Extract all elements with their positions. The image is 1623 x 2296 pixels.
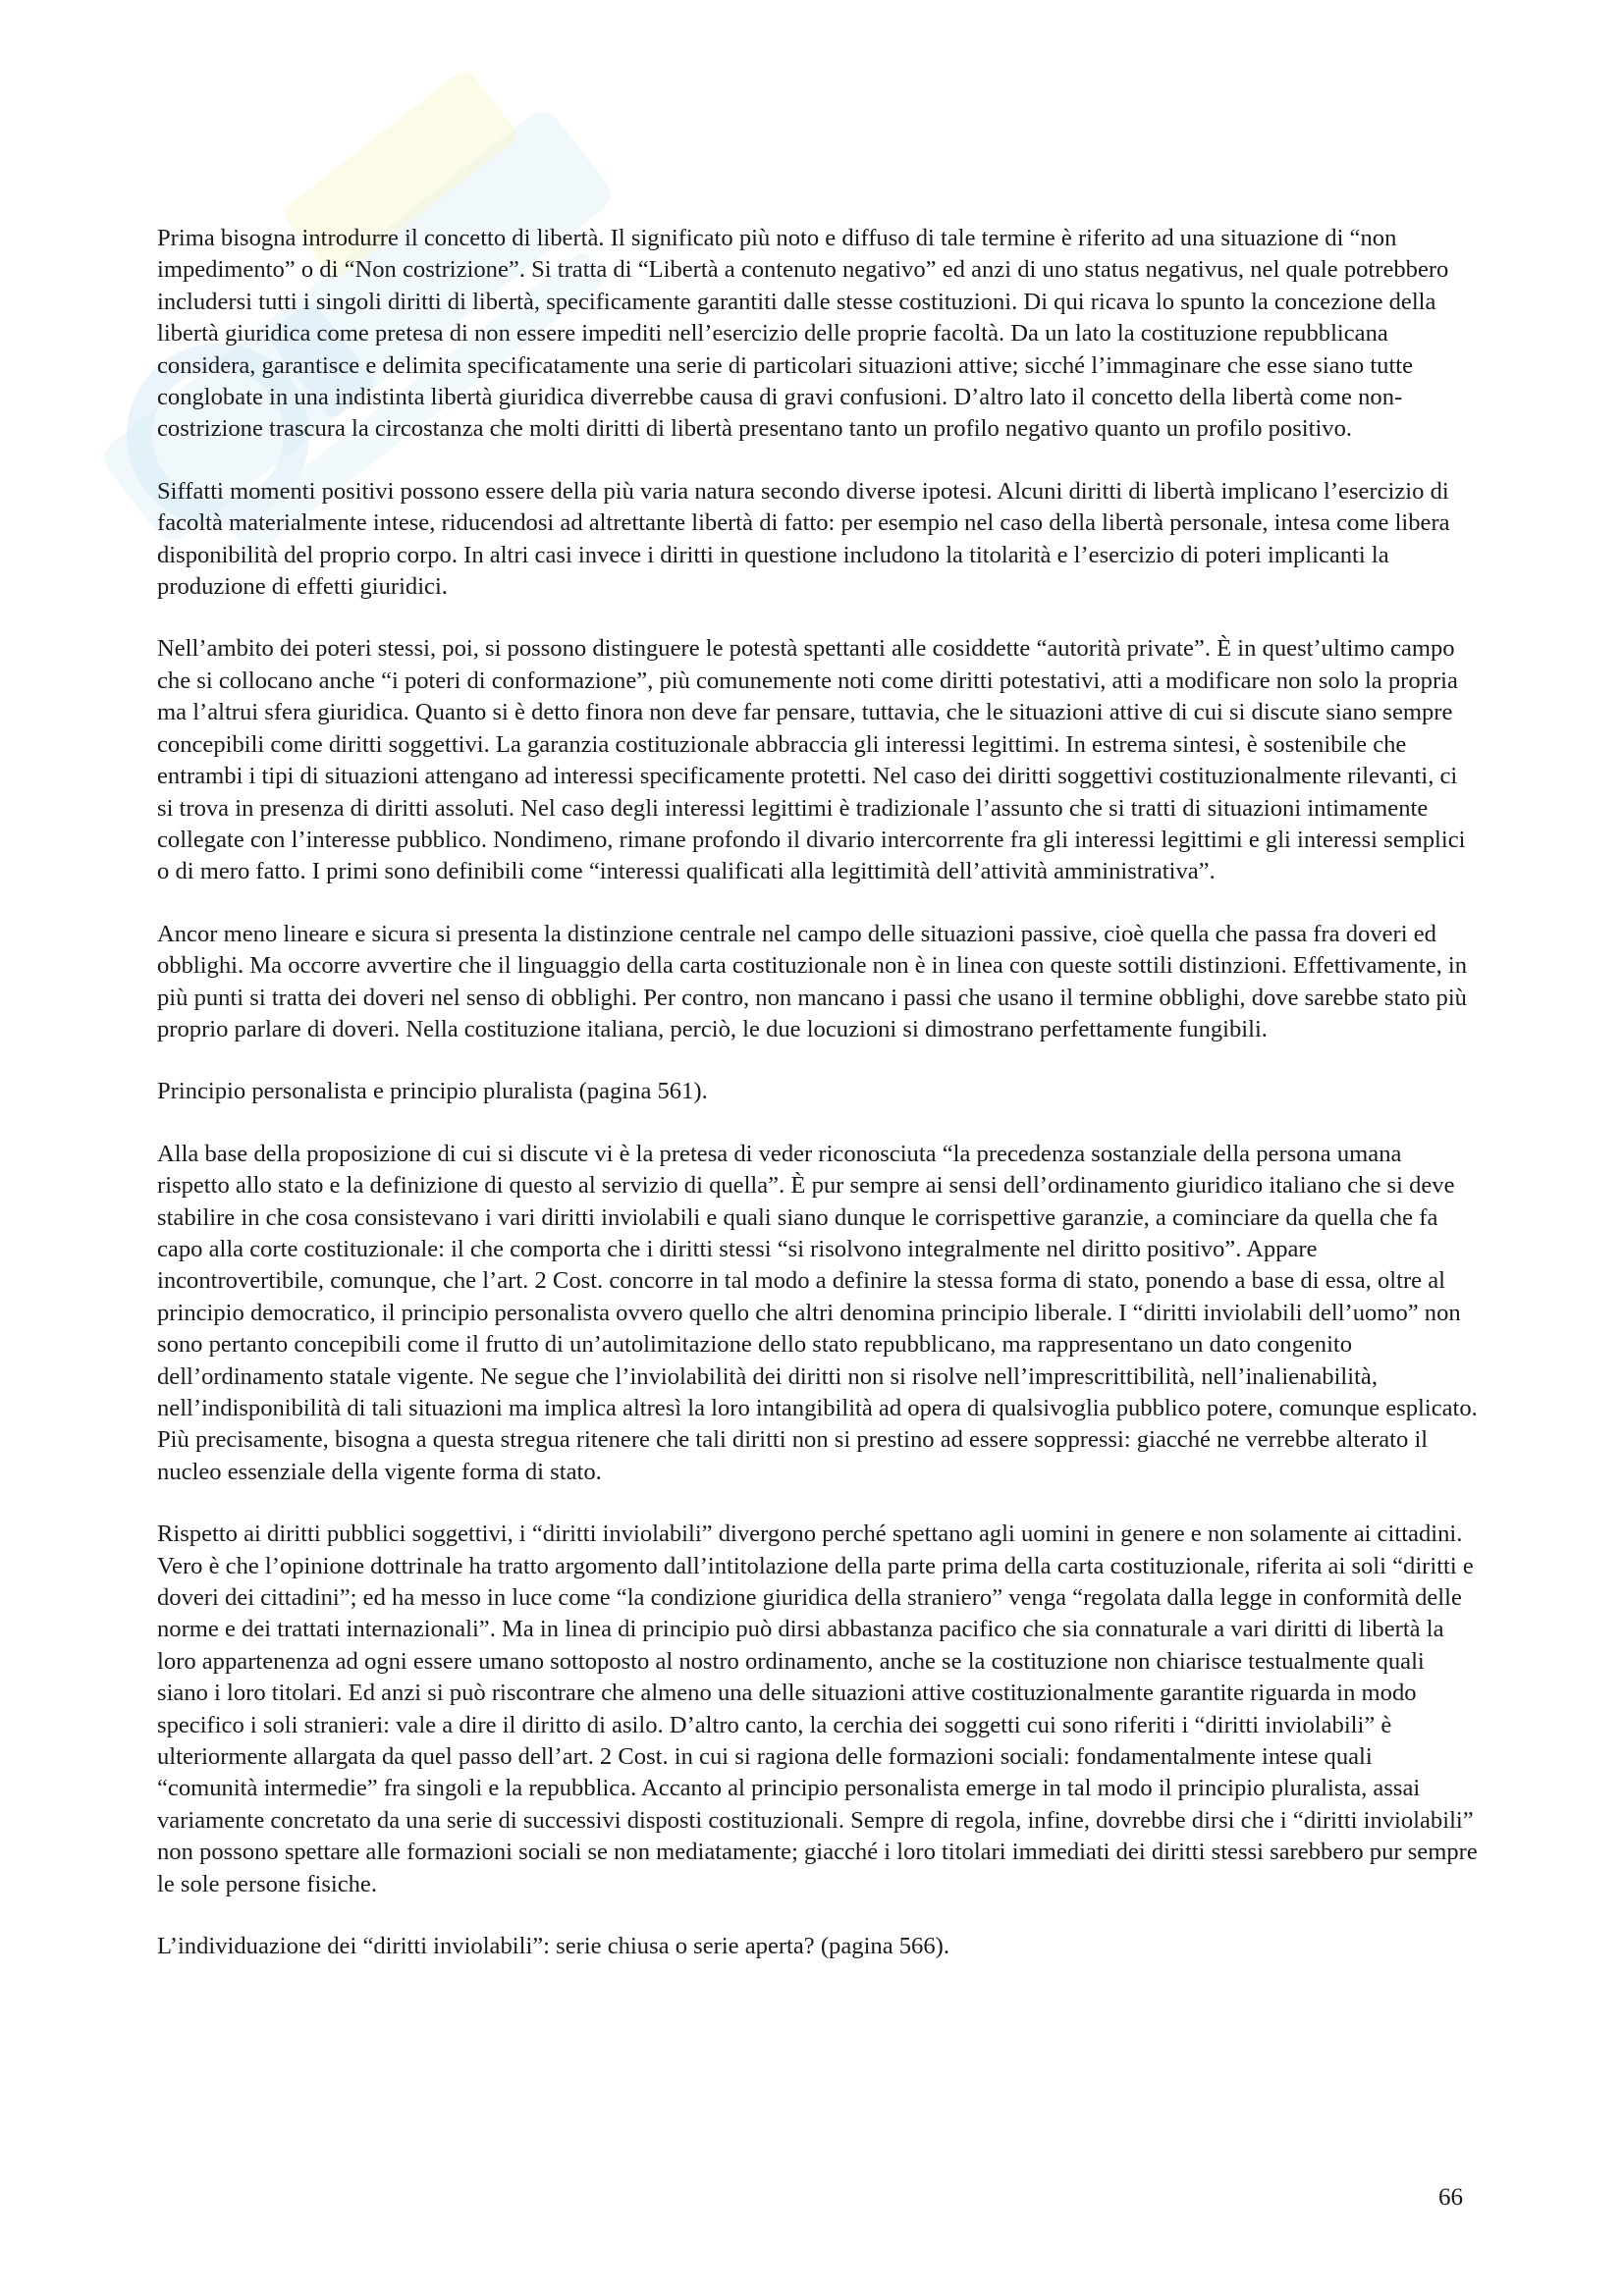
paragraph-situazioni-passive: Ancor meno lineare e sicura si presenta la distinzione centrale nel campo delle situazioni passive, cioè quella che passa fra doveri ed obblighi. Ma occorre avvertire che il linguaggio della carta costituzionale non è in linea con queste sottili distinzioni. Effettivamente, in più punti si tratta dei doveri nel senso di obblighi. Per contro, non mancano i passi che usano il termine obblighi, dove sarebbe stato più proprio parlare di doveri. Nella costituzione italiana, perciò, le due locuzioni si dimostrano perfettamente fungibili. [157, 920, 1468, 1042]
section-heading-principio-personalista: Principio personalista e principio pluralista (pagina 561). [157, 1078, 708, 1105]
page-number: 66 [1438, 2184, 1463, 2211]
paragraph-liberta-concetto: Prima bisogna introdurre il concetto di libertà. Il significato più noto e diffuso di tale termine è riferito ad una situazione di “non impedimento” o di “Non costrizione”. Si tratta di “Libertà a contenuto negativo” ed anzi di uno status negativus, nel quale potrebbero includersi tutti i singoli diritti di libertà, specificamente garantiti dalle stesse costituzioni. Di qui ricava lo spunto la concezione della libertà giuridica come pretesa di non essere impediti nell’esercizio delle proprie facoltà. Da un lato la costituzione repubblicana considera, garantisce e delimita specificatamente una serie di particolari situazioni attive; sicché l’immaginare che esse siano tutte conglobate in una indistinta libertà giuridica diverrebbe causa di gravi confusioni. D’altro lato il concetto della libertà come non-costrizione trascura la circostanza che molti diritti di libertà presentano tanto un profilo negativo quanto un profilo positivo. [157, 225, 1449, 443]
paragraph-diritti-pubblici: Rispetto ai diritti pubblici soggettivi, i “diritti inviolabili” divergono perché spettano agli uomini in genere e non solamente ai cittadini. Vero è che l’opinione dottrinale ha tratto argomento dall’intitolazione della parte prima della carta costituzionale, riferita ai soli “diritti e doveri dei cittadini”; ed ha messo in luce come “la condizione giuridica della straniero” venga “regolata dalla legge in conformità delle norme e dei trattati internazionali”. Ma in linea di principio può dirsi abbastanza pacifico che sia connaturale a vari diritti di libertà la loro appartenenza ad ogni essere umano sottoposto al nostro ordinamento, anche se la costituzione non chiarisce testualmente quali siano i loro titolari. Ed anzi si può riscontrare che almeno una delle situazioni attive costituzionalmente garantite riguarda in modo specifico i soli stranieri: vale a dire il diritto di asilo. D’altro canto, la cerchia dei soggetti cui sono riferiti i “diritti inviolabili” è ulteriormente allargata da quel passo dell’art. 2 Cost. in cui si ragiona delle formazioni sociali: fondamentalmente intese quali “comunità intermedie” fra singoli e la repubblica. Accanto al principio personalista emerge in tal modo il principio pluralista, assai variamente concretato da una serie di successivi disposti costituzionali. Sempre di regola, infine, dovrebbe dirsi che i “diritti inviolabili” non possono spettare alle formazioni sociali se non mediatamente; giacché i loro titolari immediati dei diritti stessi sarebbero pur sempre le sole persone fisiche. [157, 1521, 1478, 1897]
paragraph-poteri-stessi: Nell’ambito dei poteri stessi, poi, si possono distinguere le potestà spettanti alle cosiddette “autorità private”. È in quest’ultimo campo che si collocano anche “i poteri di conformazione”, più comunemente noti come diritti potestativi, atti a modificare non solo la propria ma l’altrui sfera giuridica. Quanto si è detto finora non deve far pensare, tuttavia, che le situazioni attive di cui si discute siano sempre concepibili come diritti soggettivi. La garanzia costituzionale abbraccia gli interessi legittimi. In estrema sintesi, è sostenibile che entrambi i tipi di situazioni attengano ad interessi specificamente protetti. Nel caso dei diritti soggettivi costituzionalmente rilevanti, ci si trova in presenza di diritti assoluti. Nel caso degli interessi legittimi è tradizionale l’assunto che si tratti di situazioni intimamente collegate con l’interesse pubblico. Nondimeno, rimane profondo il divario intercorrente fra gli interessi legittimi e gli interessi semplici o di mero fatto. I primi sono definibili come “interessi qualificati alla legittimità dell’attività amministrativa”. [157, 635, 1466, 885]
paragraph-momenti-positivi: Siffatti momenti positivi possono essere della più varia natura secondo diverse ipotesi. Alcuni diritti di libertà implicano l’esercizio di facoltà materialmente intese, riducendosi ad altrettante libertà di fatto: per esempio nel caso della libertà personale, intesa come libera disponibilità del proprio corpo. In altri casi invece i diritti in questione includono la titolarità e l’esercizio di poteri implicanti la produzione di effetti giuridici. [157, 477, 1450, 601]
section-heading-individuazione: L’individuazione dei “diritti inviolabili”: serie chiusa o serie aperta? (pagina 566). [157, 1933, 949, 1960]
paragraph-alla-base: Alla base della proposizione di cui si discute vi è la pretesa di veder riconosciuta “la precedenza sostanziale della persona umana rispetto allo stato e la definizione di questo al servizio di quella”. È pur sempre ai sensi dell’ordinamento giuridico italiano che si deve stabilire in che cosa consistevano i vari diritti inviolabili e quali siano dunque le corrispettive garanzie, a cominciare da quella che fa capo alla corte costituzionale: il che comporta che i diritti stessi “si risolvono integralmente nel diritto positivo”. Appare incontrovertibile, comunque, che l’art. 2 Cost. concorre in tal modo a definire la stessa forma di stato, ponendo a base di essa, oltre al principio democratico, il principio personalista ovvero quello che altri denomina principio liberale. I “diritti inviolabili dell’uomo” non sono pertanto concepibili come il frutto di un’autolimitazione dello stato repubblicano, ma rappresentano un dato congenito dell’ordinamento statale vigente. Ne segue che l’inviolabilità dei diritti non si risolve nell’imprescrittibilità, nell’inalienabilità, nell’indisponibilità di tali situazioni ma implica altresì la loro intangibilità ad opera di qualsivoglia pubblico potere, comunque esplicato. Più precisamente, bisogna a questa stregua ritenere che tali diritti non si prestino ad essere soppressi: giacché ne verrebbe alterato il nucleo essenziale della vigente forma di stato. [157, 1140, 1478, 1485]
document-body [157, 223, 1478, 1994]
